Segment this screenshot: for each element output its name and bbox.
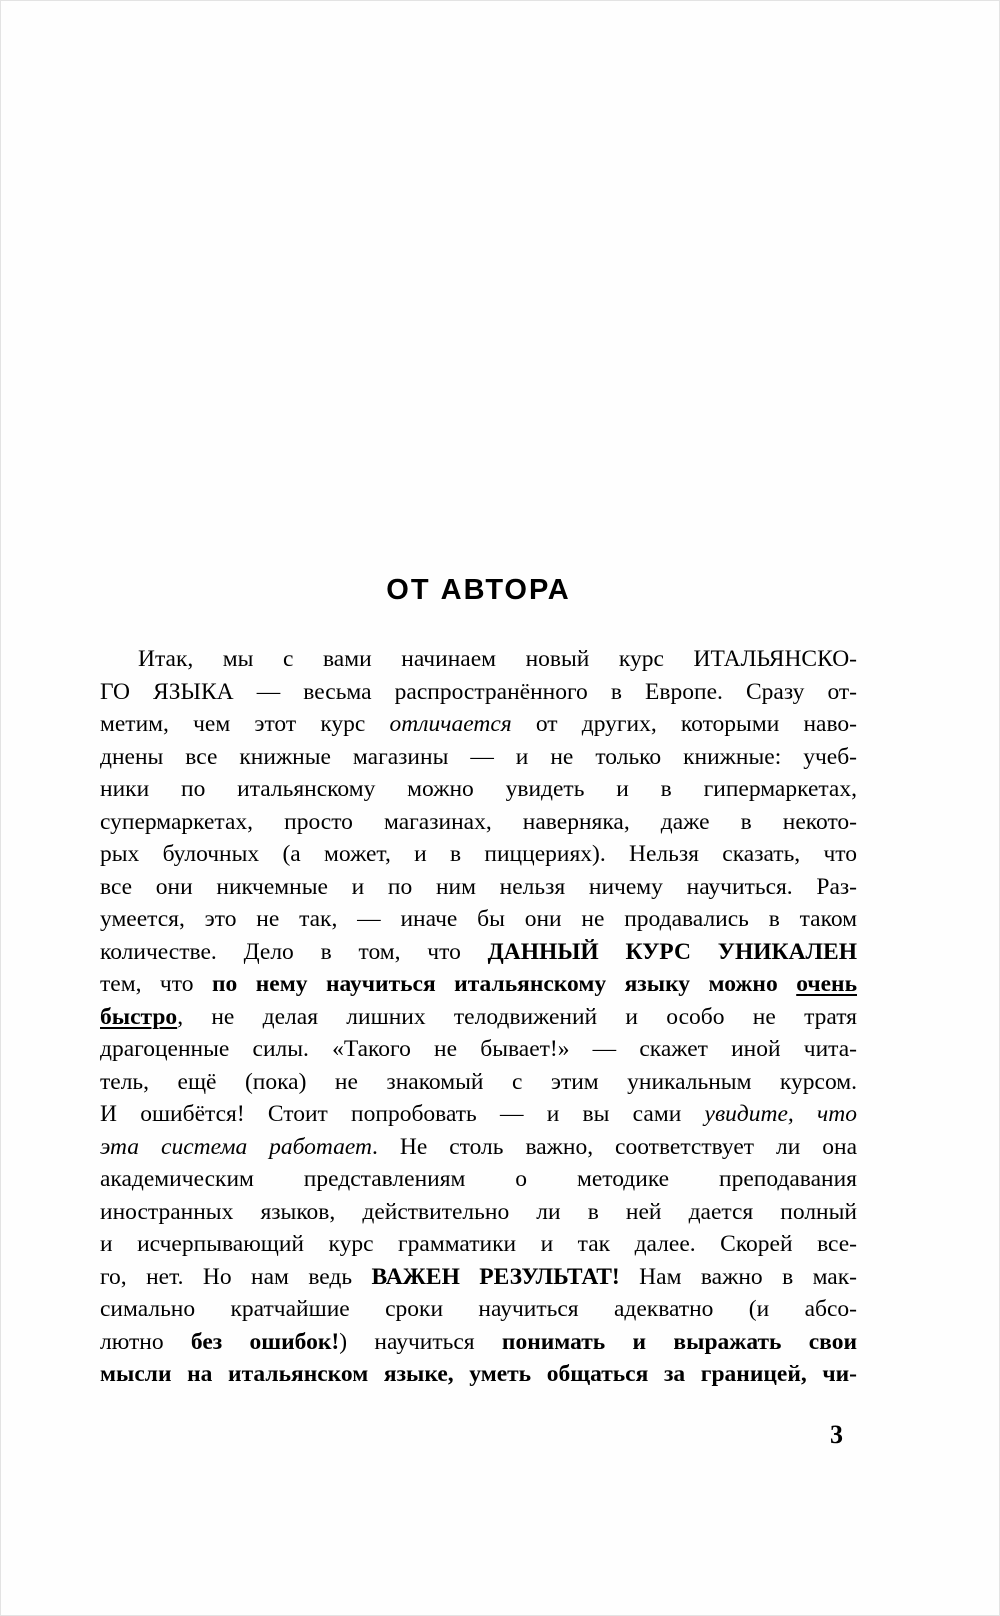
text-run: академическим представлениям о методике преподавания — [100, 1166, 857, 1192]
text-run: ) научиться — [339, 1328, 502, 1355]
text-run: лютно — [100, 1328, 191, 1355]
text-line — [100, 871, 857, 904]
text-line — [100, 1261, 857, 1294]
text-line — [100, 643, 857, 676]
text-run: очень — [796, 971, 857, 997]
text-run: эта система работает — [100, 1133, 373, 1160]
text-run: драгоценные силы. «Такого не бывает!» — скажет иной чита- — [100, 1036, 857, 1062]
text-line — [100, 903, 857, 936]
text-run: все они никчемные и по ним нельзя ничему научиться. Раз- — [100, 873, 857, 900]
text-run: тель, ещё (пока) не знакомый с этим уникальным курсом. — [100, 1068, 857, 1095]
text-run: Нам важно в мак- — [619, 1263, 857, 1290]
text-run: понимать и выражать свои — [501, 1328, 858, 1355]
text-run: И ошибётся! Стоит попробовать — и вы сами — [100, 1101, 705, 1127]
text-run: иностранных языков, действительно ли в ней дается полный — [100, 1198, 857, 1225]
text-line — [100, 1326, 857, 1359]
text-line — [100, 1066, 857, 1099]
text-run: го, нет. Но нам ведь — [100, 1263, 372, 1290]
text-run: мысли на итальянском языке, уметь общаться за границей, чи- — [100, 1361, 857, 1387]
text-run: тем, что — [100, 971, 212, 997]
text-run: ГО ЯЗЫКА — весьма распространённого в Европе. Сразу от- — [100, 678, 857, 705]
text-run: , не делая лишних телодвижений и особо не тратя — [177, 1003, 857, 1030]
text-run: ДАННЫЙ КУРС УНИКАЛЕН — [487, 938, 858, 965]
text-run: по нему научиться итальянскому языку можно — [211, 971, 797, 997]
text-line — [100, 806, 857, 839]
text-line — [100, 741, 857, 774]
text-run: отличается — [389, 711, 512, 737]
text-line — [100, 1196, 857, 1229]
text-block — [100, 574, 857, 1391]
text-line — [100, 936, 857, 969]
text-run: от других, которыми наво- — [511, 711, 857, 737]
text-run: рых булочных (а может, и в пиццериях). Нельзя сказать, что — [100, 841, 857, 867]
text-line — [100, 676, 857, 709]
text-run: увидите, что — [704, 1101, 857, 1127]
text-run: супермаркетах, просто магазинах, наверняка, даже в некото- — [100, 808, 857, 835]
text-run: днены все книжные магазины — и не только книжные: учеб- — [100, 743, 857, 770]
text-run: Итак, мы с вами начинаем новый курс ИТАЛЬЯНСКО- — [138, 646, 857, 672]
text-line — [100, 773, 857, 806]
text-run: быстро — [100, 1003, 178, 1030]
text-line — [100, 1098, 857, 1131]
page-number: 3 — [830, 1420, 843, 1449]
text-line — [100, 1163, 857, 1196]
text-run: симально кратчайшие сроки научиться адекватно (и абсо- — [100, 1296, 857, 1322]
text-run: умеется, это не так, — иначе бы они не продавались в таком — [100, 906, 857, 932]
text-line — [100, 708, 857, 741]
chapter-title: ОТ АВТОРА — [386, 574, 571, 606]
text-line — [100, 1228, 857, 1261]
text-run: . Не столь важно, соответствует ли она — [372, 1133, 858, 1160]
text-line — [100, 968, 857, 1001]
text-run: метим, чем этот курс — [100, 711, 390, 737]
text-run: количестве. Дело в том, что — [100, 938, 488, 965]
text-run: и исчерпывающий курс грамматики и так далее. Скорей все- — [100, 1231, 857, 1257]
text-line — [100, 1131, 857, 1164]
text-run: ВАЖЕН РЕЗУЛЬТАТ! — [371, 1263, 620, 1290]
text-run: без ошибок! — [190, 1328, 340, 1355]
text-line — [100, 838, 857, 871]
text-line — [100, 1001, 857, 1034]
text-line — [100, 1358, 857, 1391]
body-text — [100, 643, 857, 1391]
text-line — [100, 1293, 857, 1326]
text-line — [100, 1033, 857, 1066]
text-run: ники по итальянскому можно увидеть и в гипермаркетах, — [100, 776, 857, 802]
